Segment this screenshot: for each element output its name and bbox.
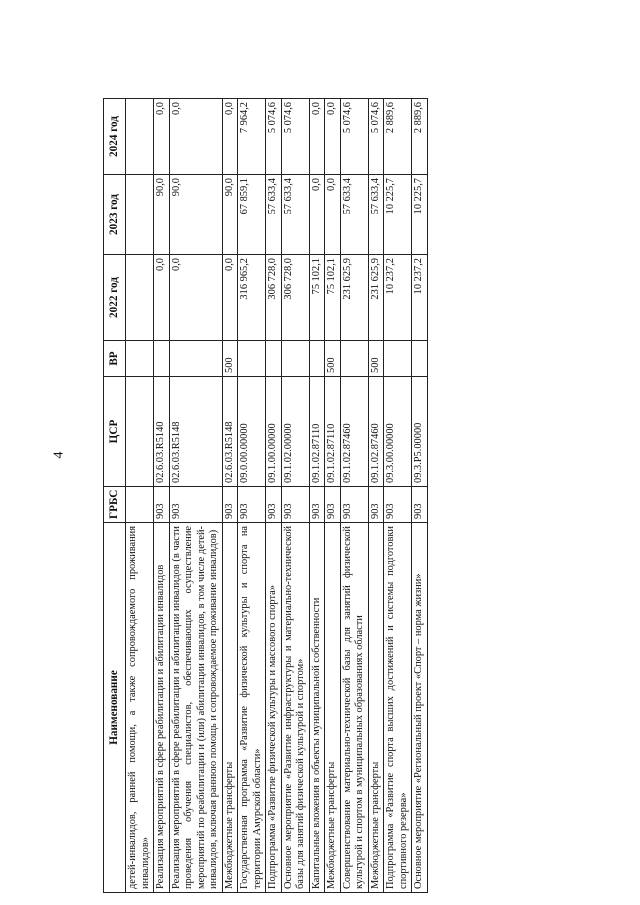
row-vr <box>281 341 309 377</box>
row-vr <box>384 341 412 377</box>
row-vr <box>169 341 222 377</box>
row-2024: 0,0 <box>169 99 222 175</box>
row-name: Межбюджетные трансферты <box>368 523 383 893</box>
row-2023: 57 633,4 <box>266 175 281 255</box>
row-vr: 500 <box>325 341 340 377</box>
table-body <box>126 99 427 893</box>
row-csr: 09.0.00.00000 <box>238 377 266 487</box>
page-number: 4 <box>51 451 67 459</box>
row-2023: 57 633,4 <box>368 175 383 255</box>
row-2022: 0,0 <box>169 255 222 341</box>
row-name: Капитальные вложения в объекты муниципальной собственности <box>309 523 324 893</box>
row-vr <box>309 341 324 377</box>
row-csr: 09.3.00.00000 <box>384 377 412 487</box>
budget-table <box>103 98 428 893</box>
table-row <box>238 99 266 893</box>
row-grbs: 903 <box>384 487 412 523</box>
row-name: Основное мероприятие «Региональный проект «Спорт – норма жизни» <box>412 523 427 893</box>
row-csr: 02.6.03.R5148 <box>222 377 237 487</box>
table-row <box>340 99 368 893</box>
row-2022: 75 102,1 <box>325 255 340 341</box>
row-2024: 0,0 <box>325 99 340 175</box>
row-csr: 09.3.P5.00000 <box>412 377 427 487</box>
table-row <box>222 99 237 893</box>
row-2022: 0,0 <box>222 255 237 341</box>
row-grbs: 903 <box>340 487 368 523</box>
header-2024: 2024 год <box>104 99 126 175</box>
row-2023: 90,0 <box>169 175 222 255</box>
row-2022: 10 237,2 <box>412 255 427 341</box>
row-name: Государственная программа «Развитие физической культуры и спорта на территории Амурской области» <box>238 523 266 893</box>
row-grbs: 903 <box>281 487 309 523</box>
table-header-row <box>104 99 126 893</box>
row-2022: 306 728,0 <box>266 255 281 341</box>
row-vr: 500 <box>368 341 383 377</box>
row-2023: 57 633,4 <box>281 175 309 255</box>
row-grbs: 903 <box>238 487 266 523</box>
rotated-page-content <box>103 99 574 893</box>
row-2023: 10 225,7 <box>384 175 412 255</box>
row-2022: 231 625,9 <box>368 255 383 341</box>
row-2022: 306 728,0 <box>281 255 309 341</box>
table-row <box>309 99 324 893</box>
row-vr <box>126 341 154 377</box>
row-csr: 09.1.02.87460 <box>340 377 368 487</box>
row-2023: 0,0 <box>309 175 324 255</box>
table-row <box>384 99 412 893</box>
header-vr: ВР <box>104 341 126 377</box>
row-2024: 0,0 <box>222 99 237 175</box>
row-2024: 5 074,6 <box>266 99 281 175</box>
row-2023: 57 633,4 <box>340 175 368 255</box>
row-grbs <box>126 487 154 523</box>
table-row <box>126 99 154 893</box>
header-2022: 2022 год <box>104 255 126 341</box>
row-2024: 2 889,6 <box>384 99 412 175</box>
row-2024: 2 889,6 <box>412 99 427 175</box>
row-2024 <box>126 99 154 175</box>
table-row <box>281 99 309 893</box>
row-grbs: 903 <box>309 487 324 523</box>
table-row <box>368 99 383 893</box>
row-name: Основное мероприятие «Развитие инфраструктуры и материально-технической базы для занятий физической культурой и спортом» <box>281 523 309 893</box>
row-2024: 5 074,6 <box>281 99 309 175</box>
row-vr <box>238 341 266 377</box>
row-2023: 90,0 <box>154 175 169 255</box>
row-grbs: 903 <box>325 487 340 523</box>
row-vr <box>266 341 281 377</box>
row-2023 <box>126 175 154 255</box>
row-2022: 316 965,2 <box>238 255 266 341</box>
row-2022: 10 237,2 <box>384 255 412 341</box>
row-csr: 02.6.03.R5140 <box>154 377 169 487</box>
row-2024: 5 074,6 <box>368 99 383 175</box>
row-name: Межбюджетные трансферты <box>325 523 340 893</box>
row-2023: 0,0 <box>325 175 340 255</box>
row-name: Межбюджетные трансферты <box>222 523 237 893</box>
row-2024: 5 074,6 <box>340 99 368 175</box>
row-grbs: 903 <box>368 487 383 523</box>
row-2024: 0,0 <box>154 99 169 175</box>
header-csr: ЦСР <box>104 377 126 487</box>
row-2024: 0,0 <box>309 99 324 175</box>
row-name: Совершенствование материально-технической базы для занятий физической культурой и спортом в муниципальных образованиях области <box>340 523 368 893</box>
row-name: Реализация мероприятий в сфере реабилитации и абилитации инвалидов (в части проведения обучения специалистов, обеспечивающих осуществление мероприятий по реабилитации и (или) абилитации инвалидов, в том числе детей-инвалидов, включая раннюю помощь и сопровождаемое проживание инвалидов) <box>169 523 222 893</box>
row-name: Реализация мероприятий в сфере реабилитации и абилитации инвалидов <box>154 523 169 893</box>
row-grbs: 903 <box>154 487 169 523</box>
row-2022: 0,0 <box>154 255 169 341</box>
row-vr <box>154 341 169 377</box>
row-2022: 75 102,1 <box>309 255 324 341</box>
table-row <box>412 99 427 893</box>
row-grbs: 903 <box>169 487 222 523</box>
table-row <box>169 99 222 893</box>
row-2024: 7 964,2 <box>238 99 266 175</box>
row-csr: 09.1.02.87460 <box>368 377 383 487</box>
row-csr: 02.6.03.R5148 <box>169 377 222 487</box>
row-2022 <box>126 255 154 341</box>
row-vr <box>340 341 368 377</box>
row-grbs: 903 <box>222 487 237 523</box>
row-vr: 500 <box>222 341 237 377</box>
row-name: Подпрограмма «Развитие спорта высших достижений и системы подготовки спортивного резерва» <box>384 523 412 893</box>
row-csr: 09.1.02.87110 <box>325 377 340 487</box>
header-name: Наименование <box>104 523 126 893</box>
table-row <box>266 99 281 893</box>
row-2022: 231 625,9 <box>340 255 368 341</box>
row-name: Подпрограмма «Развитие физической культуры и массового спорта» <box>266 523 281 893</box>
row-2023: 10 225,7 <box>412 175 427 255</box>
row-2023: 90,0 <box>222 175 237 255</box>
table-row <box>154 99 169 893</box>
row-name: детей-инвалидов, ранней помощи, а также сопровождаемого проживания инвалидов» <box>126 523 154 893</box>
table-row <box>325 99 340 893</box>
header-grbs: ГРБС <box>104 487 126 523</box>
row-csr: 09.1.02.87110 <box>309 377 324 487</box>
row-2023: 67 859,1 <box>238 175 266 255</box>
header-2023: 2023 год <box>104 175 126 255</box>
row-grbs: 903 <box>412 487 427 523</box>
row-csr: 09.1.02.00000 <box>281 377 309 487</box>
row-csr <box>126 377 154 487</box>
row-grbs: 903 <box>266 487 281 523</box>
row-csr: 09.1.00.00000 <box>266 377 281 487</box>
row-vr <box>412 341 427 377</box>
